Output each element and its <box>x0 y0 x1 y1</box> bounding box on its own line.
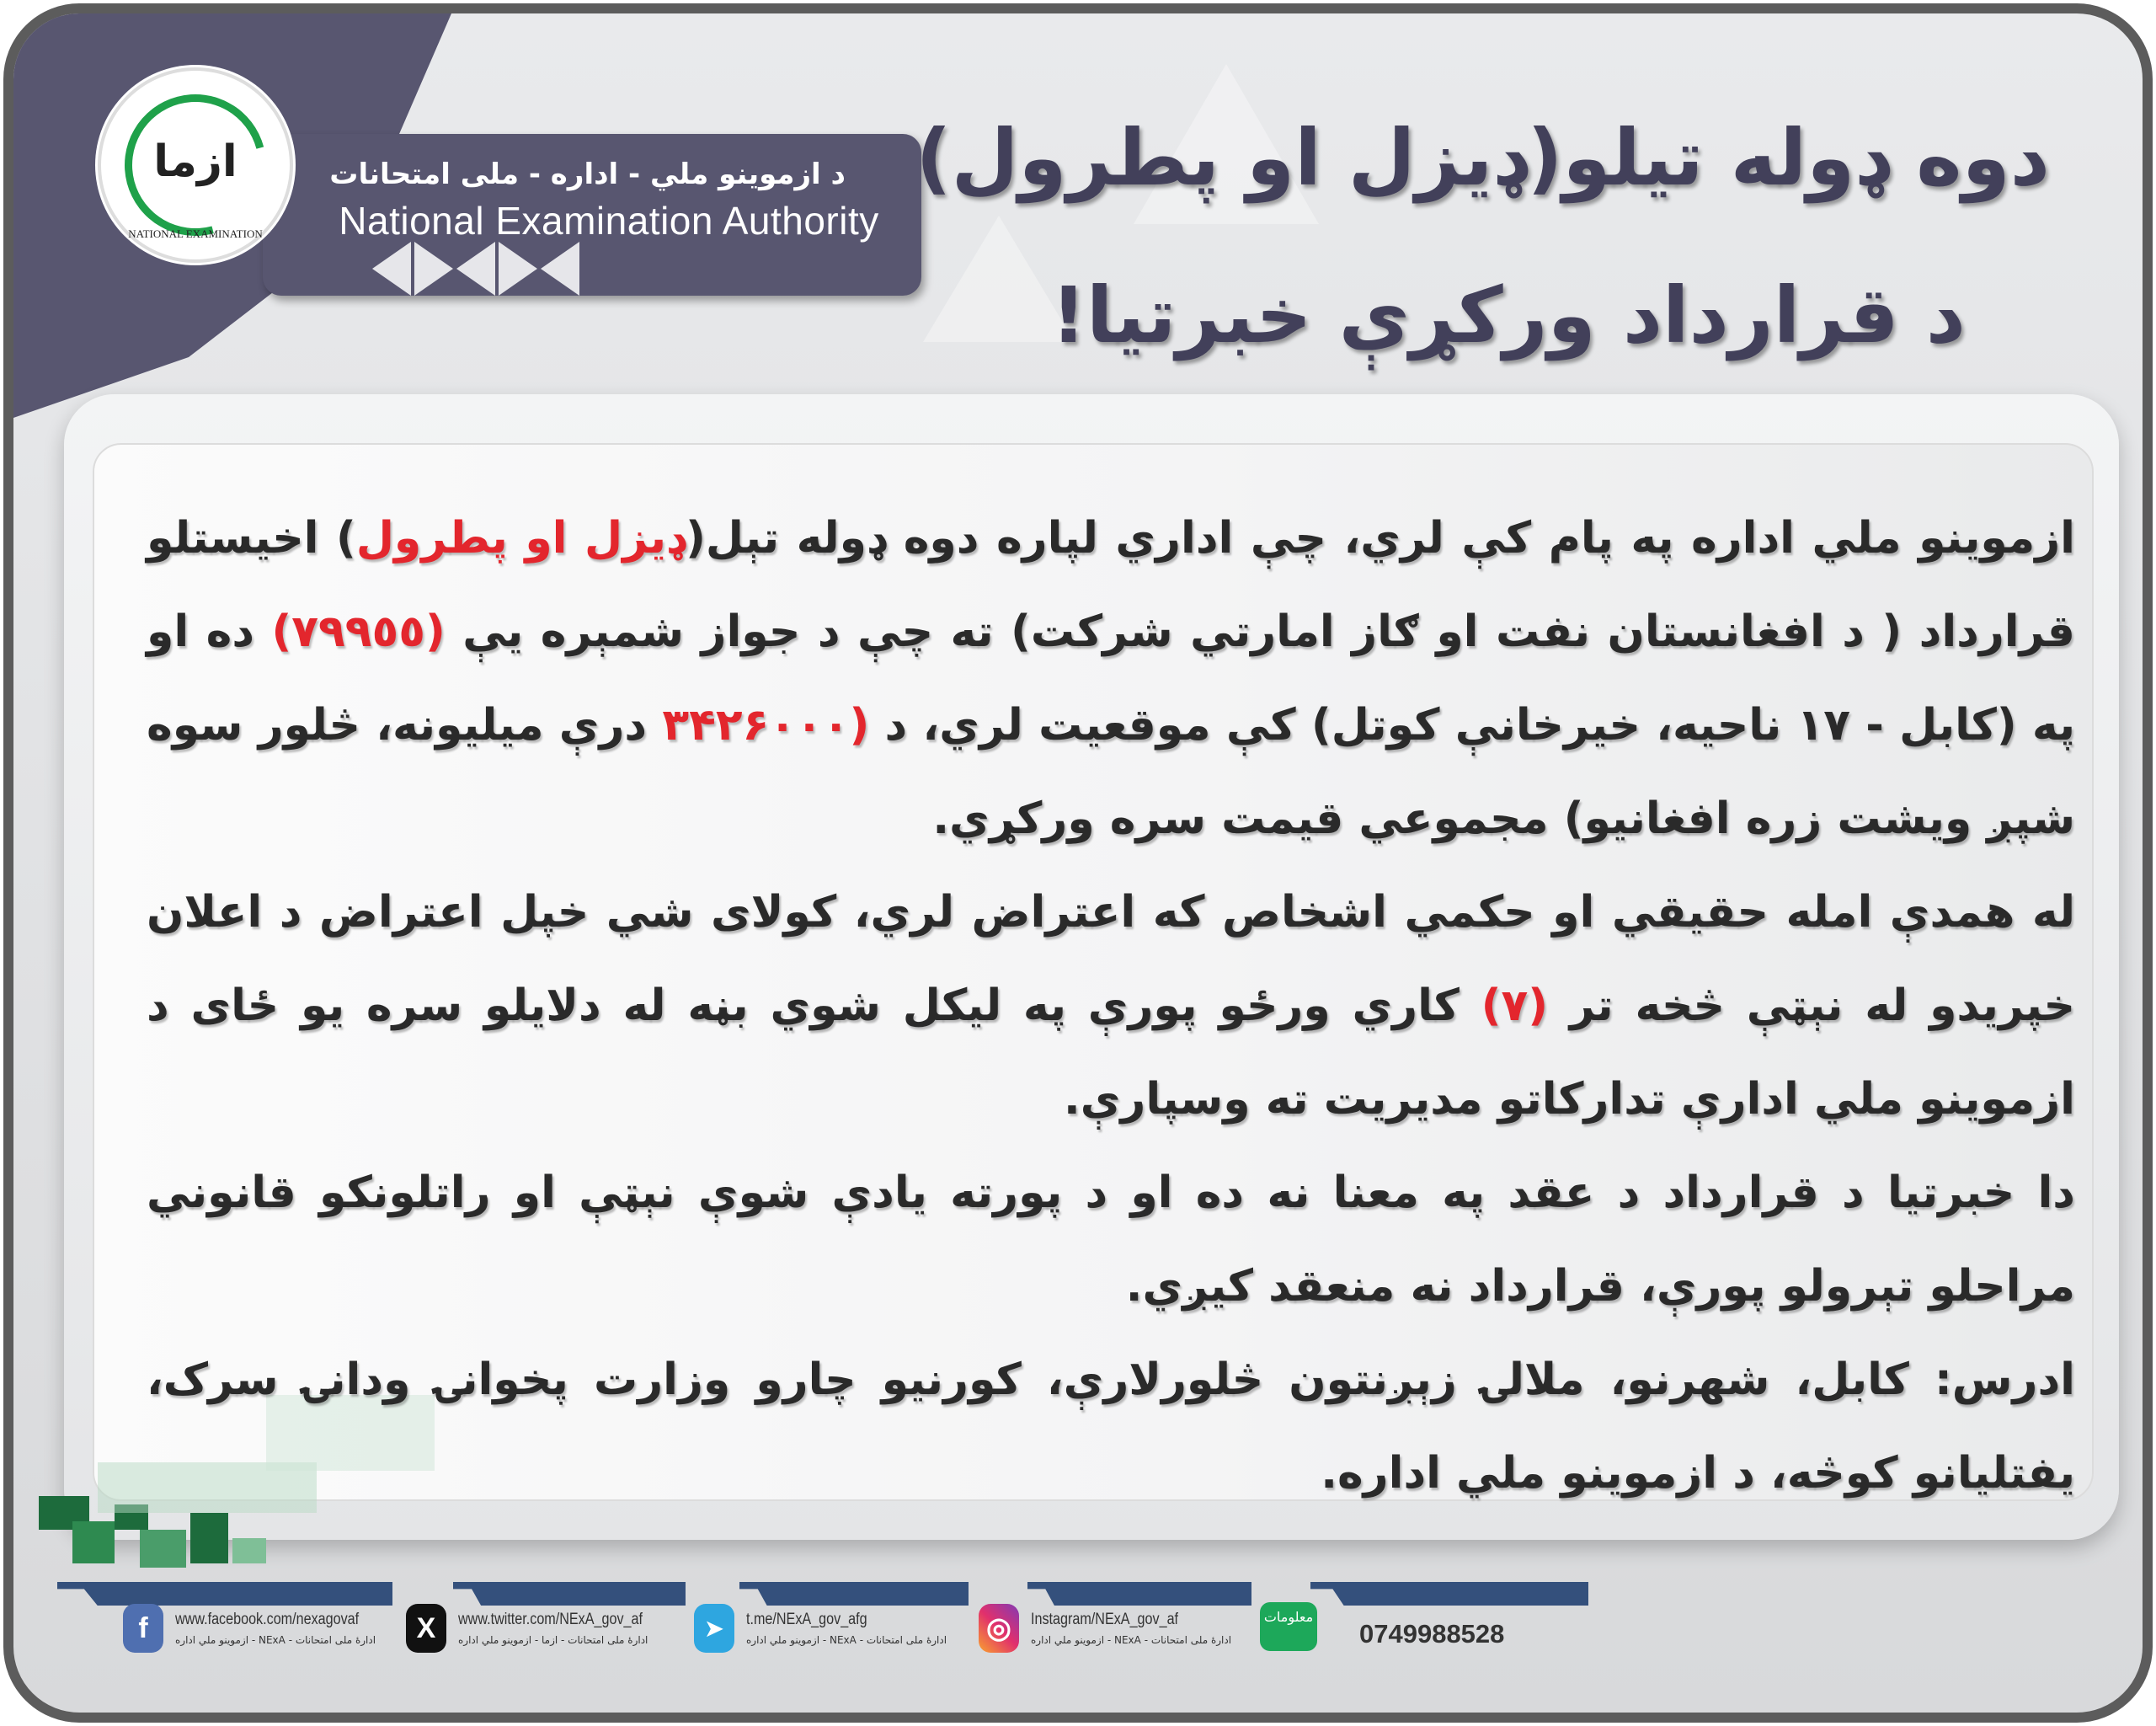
phone-number[interactable]: 0749988528 <box>1359 1619 1505 1649</box>
x-twitter-icon: X <box>406 1604 446 1653</box>
text: ازموينو ملي اداره په پام کې لري، چې اداري لپاره دوه ډوله تېل( <box>686 513 2075 564</box>
paragraph-1 <box>147 492 2075 866</box>
footer-bar <box>1027 1582 1251 1606</box>
text: درې ميليونه، څلور سوه شپږ ويشت زره افغانيو) مجموعي قيمت سره ورکړي. <box>147 700 2075 844</box>
amount-highlight: (٣۴٢۶٠٠٠ <box>662 700 870 751</box>
license-number-highlight: (٧٩٩٥٥) <box>271 607 446 657</box>
telegram-icon: ➤ <box>694 1604 734 1653</box>
title-line-1: دوه ډوله تيلو(ډيزل او پطرول) <box>915 113 2050 203</box>
footer-bar <box>1310 1582 1588 1606</box>
footer-bar <box>453 1582 686 1606</box>
telegram-url[interactable]: t.me/NExA_gov_afg <box>746 1611 867 1628</box>
footer-instagram[interactable] <box>979 1604 1231 1653</box>
org-name-local: د ازموينو ملي - اداره - ملی امتحانات <box>329 158 846 191</box>
banner-arrows <box>372 242 579 296</box>
footer-twitter[interactable] <box>406 1604 675 1653</box>
logo-seal-text: NATIONAL EXAMINATION <box>128 227 263 240</box>
info-icon: معلومات <box>1260 1602 1317 1651</box>
footer-subtitle: ادارهٔ ملی امتحانات - NExA - ازموينو ملي اداره <box>175 1634 376 1646</box>
fuel-type-highlight: ډيزل او پطرول <box>355 513 686 564</box>
footer-subtitle: ادارهٔ ملی امتحانات - NExA - ازموينو ملي اداره <box>746 1634 947 1646</box>
facebook-icon: f <box>123 1604 163 1653</box>
title-line-2: د قرارداد ورکړې خبرتيا! <box>1050 270 1966 361</box>
footer-telegram[interactable] <box>694 1604 947 1653</box>
days-highlight: (٧) <box>1481 981 1548 1031</box>
text: ) اخيستلو قرارداد ( د افغانستان نفت او ګاز امارتي شرکت) ته چې د جواز شمېره يې <box>147 513 2075 657</box>
footer-facebook[interactable] <box>123 1604 392 1653</box>
header-banner <box>263 134 921 296</box>
announcement-body <box>147 492 2075 1520</box>
instagram-icon: ◎ <box>979 1604 1019 1653</box>
footer-bar <box>57 1582 392 1606</box>
nea-logo <box>98 67 293 263</box>
twitter-url[interactable]: www.twitter.com/NExA_gov_af <box>458 1611 643 1628</box>
paragraph-address: ادرس: کابل، شهرنو، ملالۍ زېږنتون څلورلارې، کورنيو چارو وزارت پخوانۍ ودانۍ سرک، يفتليانو کوڅه، د ازموينو ملي اداره. <box>147 1355 2075 1499</box>
footer-bar <box>739 1582 969 1606</box>
text: له همدې امله حقيقي او حکمي اشخاص که اعتراض لري، کولای شي خپل اعتراض د اعلان خپريدو له نېټې څخه تر <box>147 887 2076 1031</box>
text: ده او په (کابل - ١٧ ناحيه، خيرخانې کوتل) کې موقعيت لري، د <box>147 607 2075 751</box>
paragraph-3: دا خبرتيا د قرارداد د عقد په معنا نه ده او د پورته يادې شوې نېټې او راتلونکو قانوني مراحلو تېرولو پورې، قرارداد نه منعقد کيږي. <box>147 1168 2075 1312</box>
poster-frame <box>3 3 2153 1723</box>
org-name-english: National Examination Authority <box>339 199 879 243</box>
logo-mark: ازما <box>153 136 237 187</box>
instagram-url[interactable]: Instagram/NExA_gov_af <box>1031 1611 1179 1628</box>
footer-subtitle: ادارهٔ ملی امتحانات - NExA - ازموينو ملي اداره <box>1031 1634 1232 1646</box>
facebook-url[interactable]: www.facebook.com/nexagovaf <box>175 1611 360 1628</box>
footer-subtitle: ادارهٔ ملی امتحانات - ازما - ازموينو ملي اداره <box>458 1634 648 1646</box>
paragraph-2 <box>147 866 2075 1146</box>
text: کاري ورځو پورې په ليکل شوي بڼه له دلايلو سره يو ځای د ازموينو ملي ادارې تدارکاتو مديريت ته وسپارې. <box>147 981 2075 1125</box>
